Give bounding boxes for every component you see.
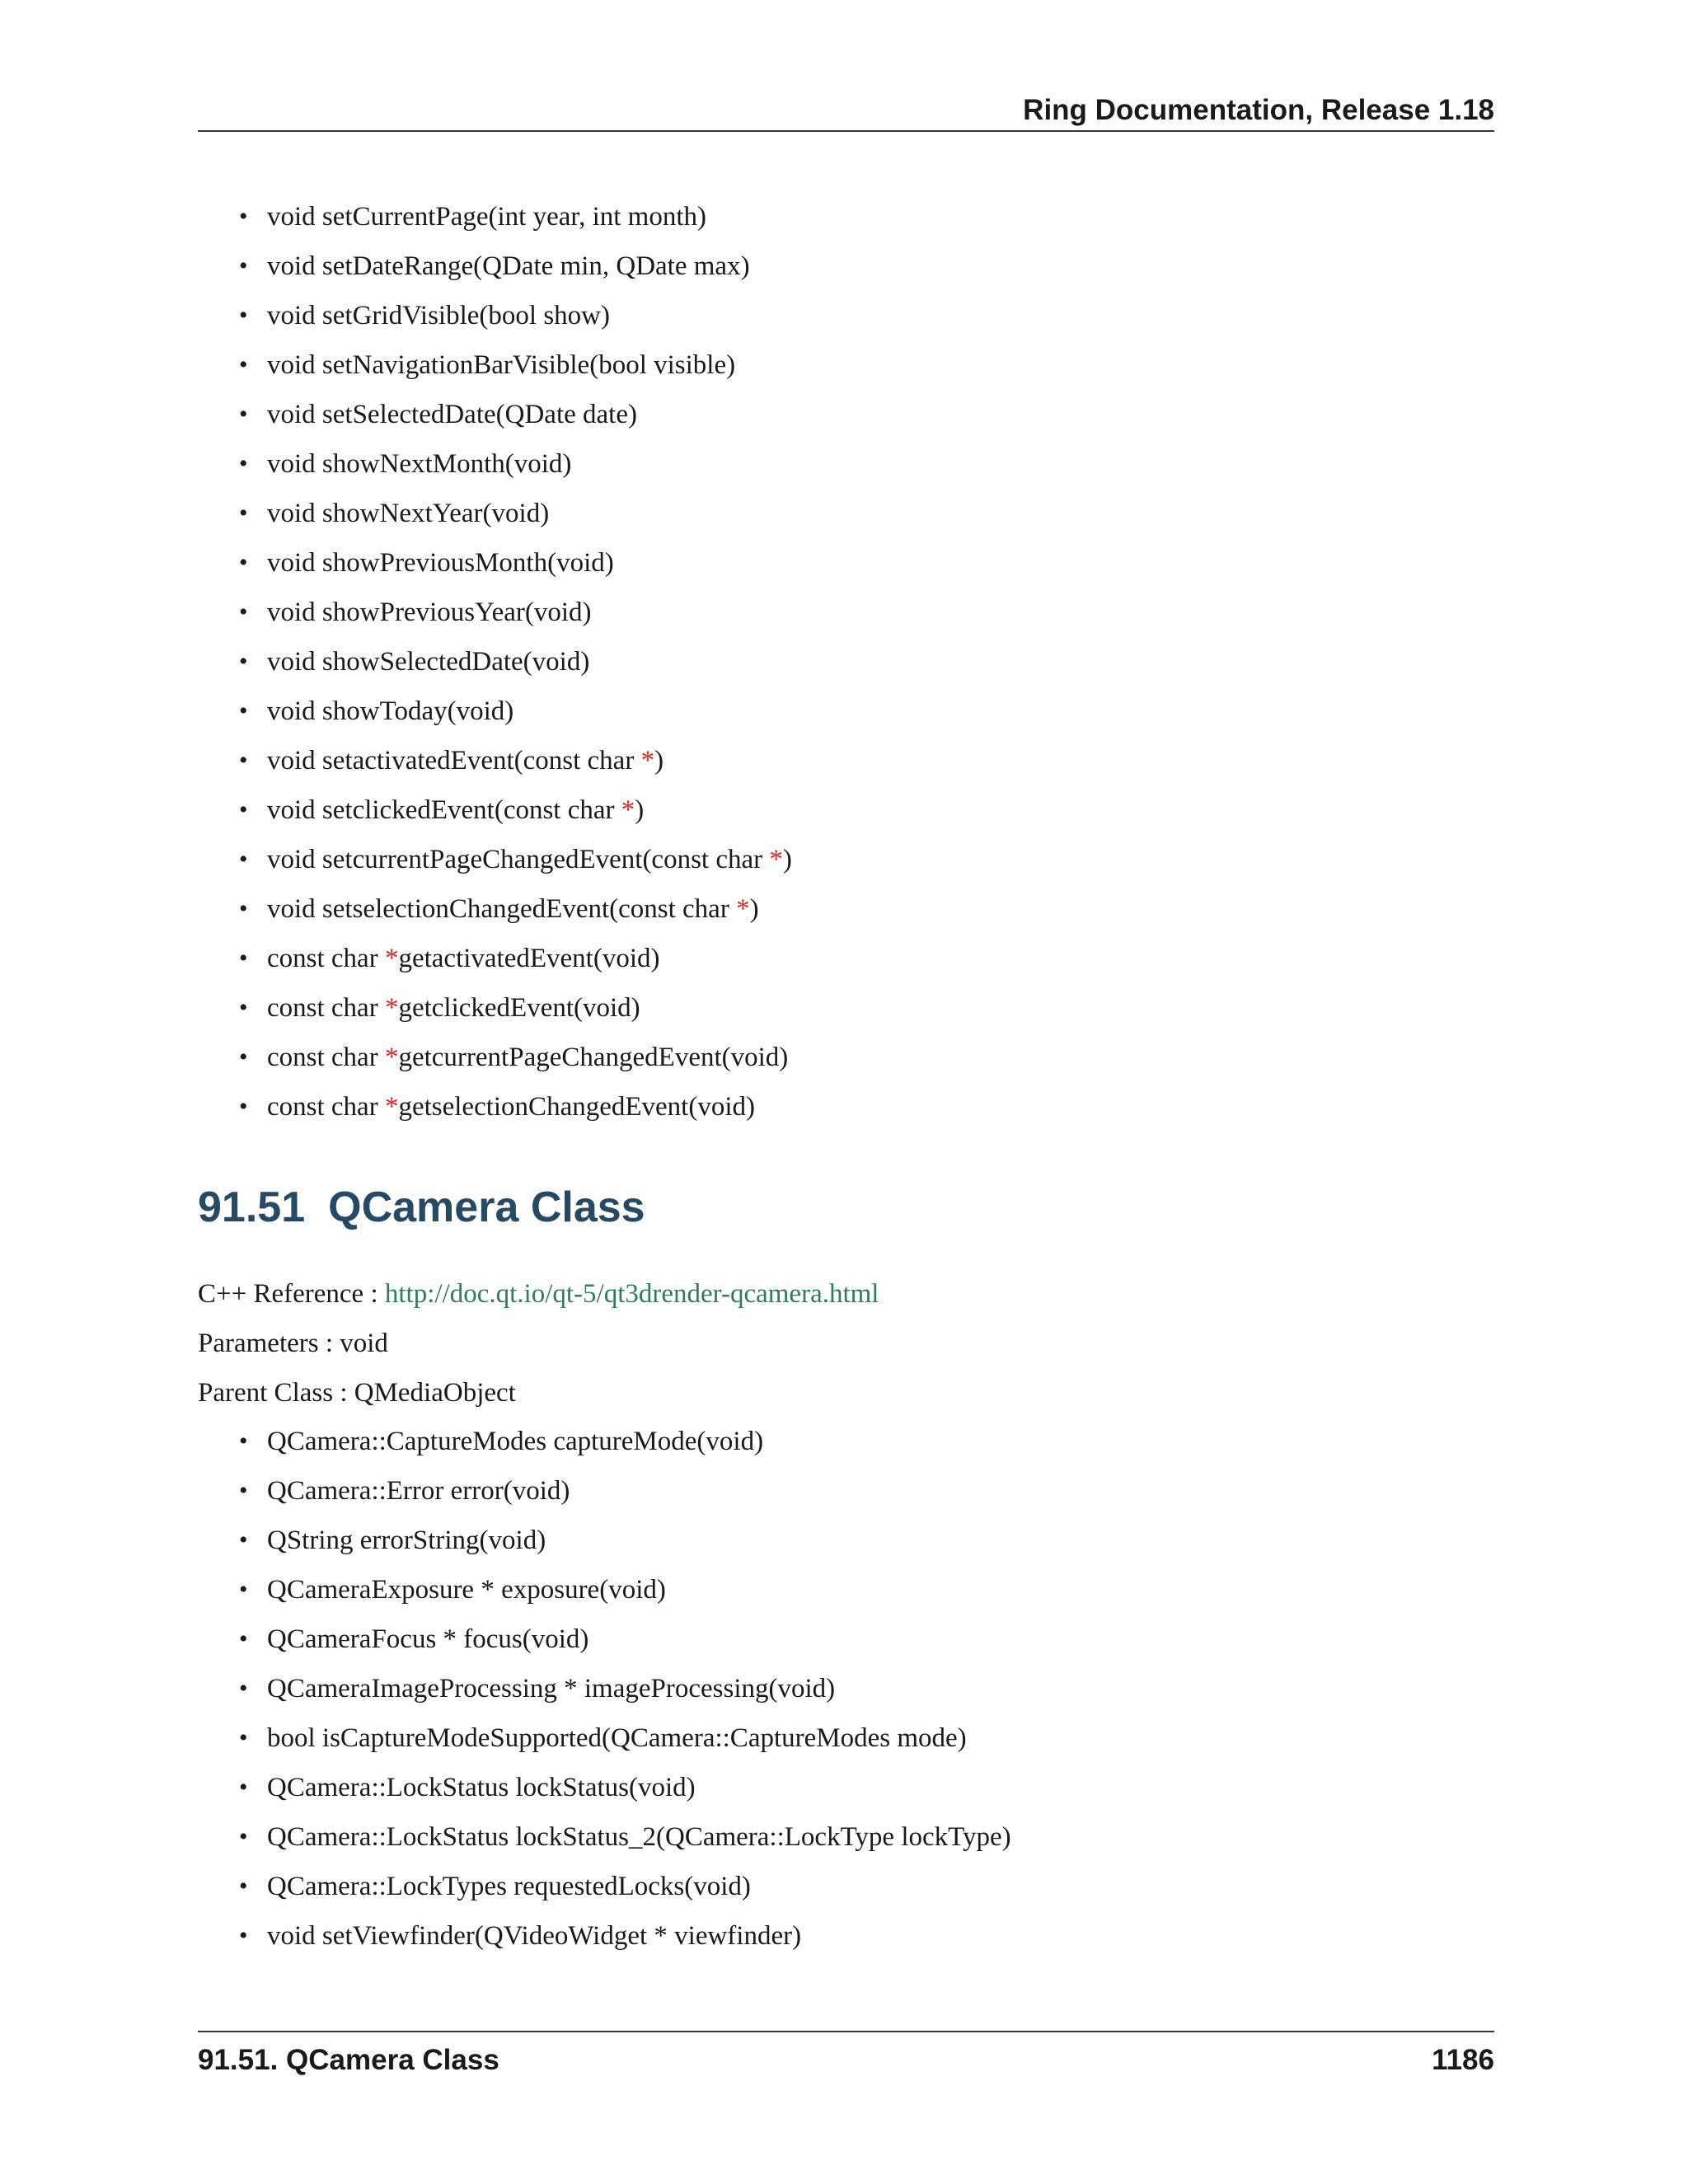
bullet-icon: • xyxy=(239,450,248,477)
pointer-star: * xyxy=(384,993,399,1023)
method-signature-part: ) xyxy=(749,894,759,924)
parameters-line: Parameters : void xyxy=(198,1329,388,1358)
bullet-icon: • xyxy=(239,1872,248,1900)
method-signature: void setSelectedDate(QDate date) xyxy=(267,400,637,429)
method-signature-part: getclickedEvent(void) xyxy=(398,993,640,1023)
method-signature: QCamera::LockStatus lockStatus_2(QCamera::LockType lockType) xyxy=(267,1822,1011,1852)
bullet-icon: • xyxy=(239,697,248,724)
section-number: 91.51 xyxy=(198,1183,306,1231)
method-item xyxy=(239,1033,792,1082)
method-signature: QCameraImageProcessing * imageProcessing(void) xyxy=(267,1674,836,1704)
method-signature: void showNextMonth(void) xyxy=(267,449,572,479)
section-heading xyxy=(198,1179,645,1236)
pointer-star: * xyxy=(736,894,750,924)
method-item xyxy=(239,390,792,439)
method-item xyxy=(239,1713,1011,1763)
method-signature: void setGridVisible(bool show) xyxy=(267,301,610,330)
method-item xyxy=(239,637,792,687)
bullet-icon: • xyxy=(239,1576,248,1603)
method-signature-part: const char xyxy=(267,993,385,1023)
method-signature-part: const char xyxy=(267,944,385,973)
method-signature-part: getselectionChangedEvent(void) xyxy=(398,1092,755,1122)
pointer-star: * xyxy=(640,746,655,776)
method-signature: void showNextYear(void) xyxy=(267,499,550,528)
method-item xyxy=(239,1466,1011,1516)
method-signature: void showPreviousYear(void) xyxy=(267,598,592,627)
cpp-reference xyxy=(198,1269,879,1319)
bullet-icon: • xyxy=(239,994,248,1021)
method-item xyxy=(239,736,792,785)
bullet-icon: • xyxy=(239,895,248,922)
bullet-icon: • xyxy=(239,252,248,279)
method-signature-part: void setclickedEvent(const char xyxy=(267,795,621,825)
bullet-icon: • xyxy=(239,203,248,230)
pointer-star: * xyxy=(384,944,399,973)
bullet-icon: • xyxy=(239,598,248,626)
method-item xyxy=(239,291,792,340)
method-signature: bool isCaptureModeSupported(QCamera::CaptureModes mode) xyxy=(267,1723,967,1753)
method-item xyxy=(239,1516,1011,1565)
method-signature-part: void setactivatedEvent(const char xyxy=(267,746,641,776)
section-title: QCamera Class xyxy=(328,1183,645,1231)
method-signature-part: getcurrentPageChangedEvent(void) xyxy=(398,1043,789,1072)
bullet-icon: • xyxy=(239,1477,248,1504)
bullet-icon: • xyxy=(239,1043,248,1071)
reference-link[interactable]: http://doc.qt.io/qt-5/qt3drender-qcamera.html xyxy=(384,1279,879,1309)
bullet-icon: • xyxy=(239,351,248,378)
method-item xyxy=(239,884,792,934)
bullet-icon: • xyxy=(239,499,248,527)
method-item xyxy=(239,1565,1011,1615)
method-item xyxy=(239,588,792,637)
method-signature-part: const char xyxy=(267,1092,385,1122)
footer-section-label: 91.51. QCamera Class xyxy=(198,2044,499,2076)
bullet-icon: • xyxy=(239,1427,248,1455)
method-item xyxy=(239,439,792,489)
method-item xyxy=(239,934,792,983)
method-signature: QCamera::Error error(void) xyxy=(267,1476,570,1506)
method-item xyxy=(239,538,792,588)
method-signature: void setNavigationBarVisible(bool visible) xyxy=(267,350,736,380)
method-signature-part: const char xyxy=(267,1043,385,1072)
bullet-icon: • xyxy=(239,1724,248,1751)
method-signature: QString errorString(void) xyxy=(267,1526,546,1555)
method-item xyxy=(239,687,792,736)
method-item xyxy=(239,340,792,390)
page-number: 1186 xyxy=(1432,2044,1494,2076)
bullet-icon: • xyxy=(239,1823,248,1850)
bullet-icon: • xyxy=(239,1093,248,1120)
method-signature: void setCurrentPage(int year, int month) xyxy=(267,202,706,232)
method-signature: QCamera::LockTypes requestedLocks(void) xyxy=(267,1872,751,1901)
bullet-icon: • xyxy=(239,302,248,329)
method-item xyxy=(239,1812,1011,1862)
bullet-icon: • xyxy=(239,944,248,972)
bullet-icon: • xyxy=(239,648,248,675)
method-list-bottom xyxy=(239,1417,1011,1961)
pointer-star: * xyxy=(621,795,635,825)
bullet-icon: • xyxy=(239,1625,248,1652)
bullet-icon: • xyxy=(239,401,248,428)
method-item xyxy=(239,785,792,835)
reference-label: C++ Reference : xyxy=(198,1279,385,1309)
page-footer xyxy=(198,2031,1494,2090)
method-signature: void showToday(void) xyxy=(267,696,514,726)
bullet-icon: • xyxy=(239,1675,248,1702)
page-header xyxy=(198,89,1494,132)
method-item xyxy=(239,983,792,1033)
parent-class-line: Parent Class : QMediaObject xyxy=(198,1378,516,1408)
method-item xyxy=(239,241,792,291)
method-item xyxy=(239,1763,1011,1812)
method-signature: void showSelectedDate(void) xyxy=(267,647,590,677)
method-item xyxy=(239,835,792,884)
bullet-icon: • xyxy=(239,1922,248,1949)
bullet-icon: • xyxy=(239,796,248,823)
pointer-star: * xyxy=(384,1092,399,1122)
bullet-icon: • xyxy=(239,549,248,576)
method-signature: QCameraFocus * focus(void) xyxy=(267,1624,589,1654)
method-item xyxy=(239,1664,1011,1713)
method-signature-part: void setselectionChangedEvent(const char xyxy=(267,894,737,924)
method-signature-part: void setcurrentPageChangedEvent(const char xyxy=(267,845,770,874)
method-item xyxy=(239,1417,1011,1466)
method-item xyxy=(239,192,792,241)
method-signature: void setViewfinder(QVideoWidget * viewfinder) xyxy=(267,1921,802,1951)
bullet-icon: • xyxy=(239,1774,248,1801)
pointer-star: * xyxy=(769,845,783,874)
method-signature-part: getactivatedEvent(void) xyxy=(398,944,660,973)
bullet-icon: • xyxy=(239,747,248,774)
document-title: Ring Documentation, Release 1.18 xyxy=(1023,94,1494,126)
method-signature-part: ) xyxy=(654,746,664,776)
method-list-top xyxy=(239,192,792,1132)
method-item xyxy=(239,1082,792,1132)
method-signature: QCamera::CaptureModes captureMode(void) xyxy=(267,1427,764,1456)
method-item xyxy=(239,1911,1011,1961)
method-item xyxy=(239,1615,1011,1664)
method-signature: void setDateRange(QDate min, QDate max) xyxy=(267,251,750,281)
method-signature: QCameraExposure * exposure(void) xyxy=(267,1575,666,1605)
method-signature: void showPreviousMonth(void) xyxy=(267,548,614,578)
pointer-star: * xyxy=(384,1043,399,1072)
method-signature-part: ) xyxy=(635,795,645,825)
method-item xyxy=(239,1862,1011,1911)
method-signature: QCamera::LockStatus lockStatus(void) xyxy=(267,1773,696,1802)
bullet-icon: • xyxy=(239,846,248,873)
bullet-icon: • xyxy=(239,1526,248,1554)
method-signature-part: ) xyxy=(782,845,792,874)
method-item xyxy=(239,489,792,538)
